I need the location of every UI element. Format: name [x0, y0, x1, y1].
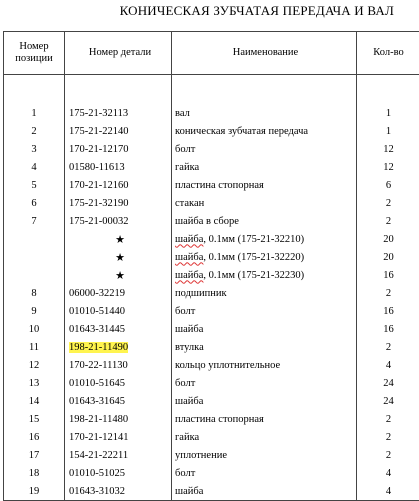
table-row: [4, 194, 419, 212]
part-number-text: 198-21-11490: [69, 342, 128, 353]
cell-qty: 12: [357, 140, 419, 158]
cell-name: шайба в сборе: [172, 212, 357, 230]
cell-part-number: [65, 158, 172, 176]
table-row: [4, 464, 419, 482]
part-number-text: 01643-31645: [69, 396, 125, 407]
cell-name: кольцо уплотнительное: [172, 356, 357, 374]
cell-name: подшипник: [172, 284, 357, 302]
cell-part-number: [65, 410, 172, 428]
cell-part-number: [65, 122, 172, 140]
cell-part-number: [65, 356, 172, 374]
cell-qty: 4: [357, 464, 419, 482]
cell-name: коническая зубчатая передача: [172, 122, 357, 140]
cell-part-number: [65, 338, 172, 356]
cell-position: 9: [4, 302, 65, 320]
cell-qty: 16: [357, 302, 419, 320]
table-row: [4, 338, 419, 356]
cell-name: втулка: [172, 338, 357, 356]
cell-name: гайка: [172, 158, 357, 176]
header-name: Наименование: [172, 32, 357, 75]
cell-qty: 2: [357, 212, 419, 230]
cell-position: [4, 266, 65, 284]
cell-part-number: [65, 464, 172, 482]
table-row: [4, 176, 419, 194]
part-number-text: 01010-51440: [69, 306, 125, 317]
cell-position: 7: [4, 212, 65, 230]
table-row: [4, 356, 419, 374]
cell-position: 15: [4, 410, 65, 428]
cell-part-number: [65, 248, 172, 266]
cell-position: 12: [4, 356, 65, 374]
cell-position: 11: [4, 338, 65, 356]
part-number-text: 170-21-12160: [69, 180, 129, 191]
cell-name: болт: [172, 302, 357, 320]
table-row: [4, 158, 419, 176]
cell-qty: 24: [357, 374, 419, 392]
part-number-text: 06000-32219: [69, 288, 125, 299]
part-number-text: 01643-31032: [69, 486, 125, 497]
cell-qty: 16: [357, 266, 419, 284]
part-number-text: 175-21-32190: [69, 198, 129, 209]
table-spacer-row: [4, 75, 419, 105]
part-number-text: 01010-51645: [69, 378, 125, 389]
cell-position: 14: [4, 392, 65, 410]
star-icon: ★: [69, 251, 171, 264]
table-row: [4, 392, 419, 410]
cell-name: шайба: [172, 320, 357, 338]
cell-qty: 20: [357, 248, 419, 266]
table-row: [4, 140, 419, 158]
table-row: [4, 284, 419, 302]
cell-qty: 2: [357, 284, 419, 302]
cell-part-number: [65, 104, 172, 122]
cell-part-number: [65, 230, 172, 248]
cell-part-number: [65, 284, 172, 302]
cell-position: 17: [4, 446, 65, 464]
table-row: [4, 248, 419, 266]
cell-qty: 12: [357, 158, 419, 176]
cell-qty: 6: [357, 176, 419, 194]
cell-name: болт: [172, 140, 357, 158]
cell-qty: 4: [357, 356, 419, 374]
table-row: [4, 428, 419, 446]
table-row: [4, 212, 419, 230]
table-row: [4, 302, 419, 320]
cell-part-number: [65, 320, 172, 338]
cell-part-number: [65, 194, 172, 212]
cell-position: 8: [4, 284, 65, 302]
cell-name: гайка: [172, 428, 357, 446]
cell-qty: 2: [357, 446, 419, 464]
part-number-text: 175-21-22140: [69, 126, 129, 137]
header-qty: Кол-во: [357, 32, 419, 75]
cell-position: [4, 230, 65, 248]
cell-qty: 4: [357, 482, 419, 501]
cell-position: 6: [4, 194, 65, 212]
part-number-text: 01643-31445: [69, 324, 125, 335]
part-number-text: 170-21-12170: [69, 144, 129, 155]
table-row: [4, 374, 419, 392]
cell-position: 19: [4, 482, 65, 501]
cell-position: 5: [4, 176, 65, 194]
part-number-text: 175-21-00032: [69, 216, 129, 227]
name-spellcheck-word: шайба: [175, 234, 203, 245]
cell-name: пластина стопорная: [172, 176, 357, 194]
cell-qty: 1: [357, 122, 419, 140]
cell-name: болт: [172, 374, 357, 392]
cell-name: вал: [172, 104, 357, 122]
table-row: [4, 230, 419, 248]
part-number-text: 170-22-11130: [69, 360, 128, 371]
star-icon: ★: [69, 233, 171, 246]
cell-part-number: [65, 266, 172, 284]
cell-part-number: [65, 212, 172, 230]
part-number-text: 198-21-11480: [69, 414, 128, 425]
cell-qty: 16: [357, 320, 419, 338]
cell-name: пластина стопорная: [172, 410, 357, 428]
cell-qty: 1: [357, 104, 419, 122]
parts-table: [3, 31, 419, 501]
cell-part-number: [65, 140, 172, 158]
cell-name: [172, 248, 357, 266]
star-icon: ★: [69, 269, 171, 282]
cell-part-number: [65, 392, 172, 410]
cell-position: [4, 248, 65, 266]
cell-name: шайба: [172, 482, 357, 501]
table-header-row: [4, 32, 419, 75]
cell-qty: 20: [357, 230, 419, 248]
name-suffix: , 0.1мм (175-21-32230): [203, 270, 304, 281]
cell-position: 18: [4, 464, 65, 482]
cell-qty: 24: [357, 392, 419, 410]
part-number-text: 170-21-12141: [69, 432, 129, 443]
header-part-number: Номер детали: [65, 32, 172, 75]
part-number-text: 01580-11613: [69, 162, 125, 173]
cell-qty: 2: [357, 428, 419, 446]
cell-position: 2: [4, 122, 65, 140]
cell-name: стакан: [172, 194, 357, 212]
table-row: [4, 266, 419, 284]
cell-position: 10: [4, 320, 65, 338]
part-number-text: 154-21-22211: [69, 450, 128, 461]
table-row: [4, 320, 419, 338]
cell-part-number: [65, 446, 172, 464]
cell-name: уплотнение: [172, 446, 357, 464]
cell-part-number: [65, 302, 172, 320]
cell-part-number: [65, 176, 172, 194]
cell-position: 3: [4, 140, 65, 158]
cell-qty: 2: [357, 338, 419, 356]
cell-position: 1: [4, 104, 65, 122]
name-suffix: , 0.1мм (175-21-32220): [203, 252, 304, 263]
cell-name: [172, 266, 357, 284]
cell-name: [172, 230, 357, 248]
table-row: [4, 410, 419, 428]
cell-qty: 2: [357, 194, 419, 212]
cell-position: 13: [4, 374, 65, 392]
cell-part-number: [65, 428, 172, 446]
part-number-text: 01010-51025: [69, 468, 125, 479]
cell-name: болт: [172, 464, 357, 482]
cell-name: шайба: [172, 392, 357, 410]
table-row: [4, 446, 419, 464]
name-spellcheck-word: шайба: [175, 252, 203, 263]
cell-part-number: [65, 482, 172, 501]
cell-position: 4: [4, 158, 65, 176]
name-suffix: , 0.1мм (175-21-32210): [203, 234, 304, 245]
cell-qty: 2: [357, 410, 419, 428]
table-row: [4, 482, 419, 501]
header-position: Номер позиции: [4, 32, 65, 75]
table-row: [4, 122, 419, 140]
table-body: [4, 75, 419, 501]
table-row: [4, 104, 419, 122]
part-number-text: 175-21-32113: [69, 108, 128, 119]
cell-position: 16: [4, 428, 65, 446]
name-spellcheck-word: шайба: [175, 270, 203, 281]
page-title: КОНИЧЕСКАЯ ЗУБЧАТАЯ ПЕРЕДАЧА И ВАЛ: [0, 3, 419, 19]
cell-part-number: [65, 374, 172, 392]
